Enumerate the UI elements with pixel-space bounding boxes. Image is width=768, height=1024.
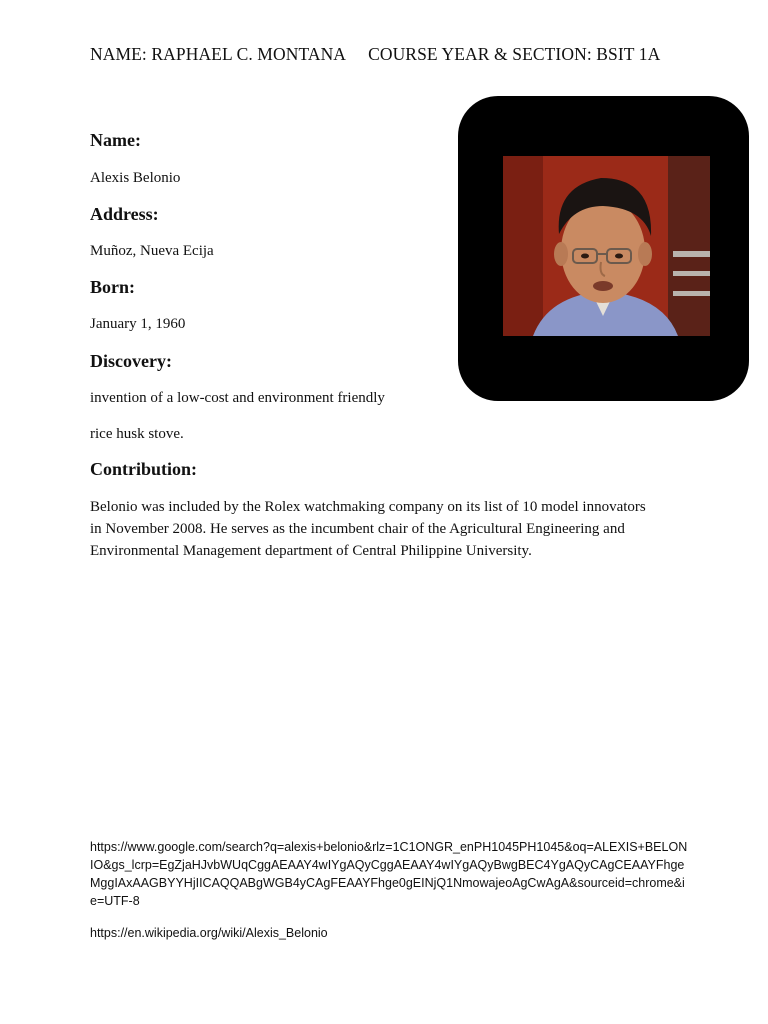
address-value: Muñoz, Nueva Ecija [90,243,214,259]
document-header [90,44,660,65]
discovery-line-2: rice husk stove. [90,426,184,442]
photo-frame [458,96,749,401]
born-heading: Born: [90,277,135,297]
student-name-line: NAME: RAPHAEL C. MONTANA [90,44,347,64]
discovery-heading: Discovery: [90,351,172,371]
discovery-line-1: invention of a low-cost and environment friendly [90,390,385,406]
portrait-illustration [503,156,710,336]
source-link-google[interactable]: https://www.google.com/search?q=alexis+belonio&rlz=1C1ONGR_enPH1045PH1045&oq=ALEXIS+BELONIO&gs_lcrp=EgZjaHJvbWUqCggAEAAY4wIYgAQyCggAEAAY4wIYgAQyBwgBEC4YgAQyCAgCEAAYFhgeMggIAxAAGBYYHjIICAQQABgWGB4yCAgFEAAYFhge0gEINjQ1NmowajeoAgCwAgA&sourceid=chrome&ie=UTF-8 [90,840,688,908]
portrait-photo [503,156,710,336]
course-section-line: COURSE YEAR & SECTION: BSIT 1A [368,44,661,64]
name-value: Alexis Belonio [90,170,181,186]
sources [90,838,690,942]
contribution-paragraph: Belonio was included by the Rolex watchmaking company on its list of 10 model innovators in November 2008. He serves as the incumbent chair of the Agricultural Engineering and Environmental Management department of Central Philippine University. [90,499,646,559]
name-heading: Name: [90,130,141,150]
address-heading: Address: [90,204,159,224]
source-link-wikipedia[interactable]: https://en.wikipedia.org/wiki/Alexis_Belonio [90,926,328,940]
contribution-heading: Contribution: [90,459,198,479]
born-value: January 1, 1960 [90,316,186,332]
